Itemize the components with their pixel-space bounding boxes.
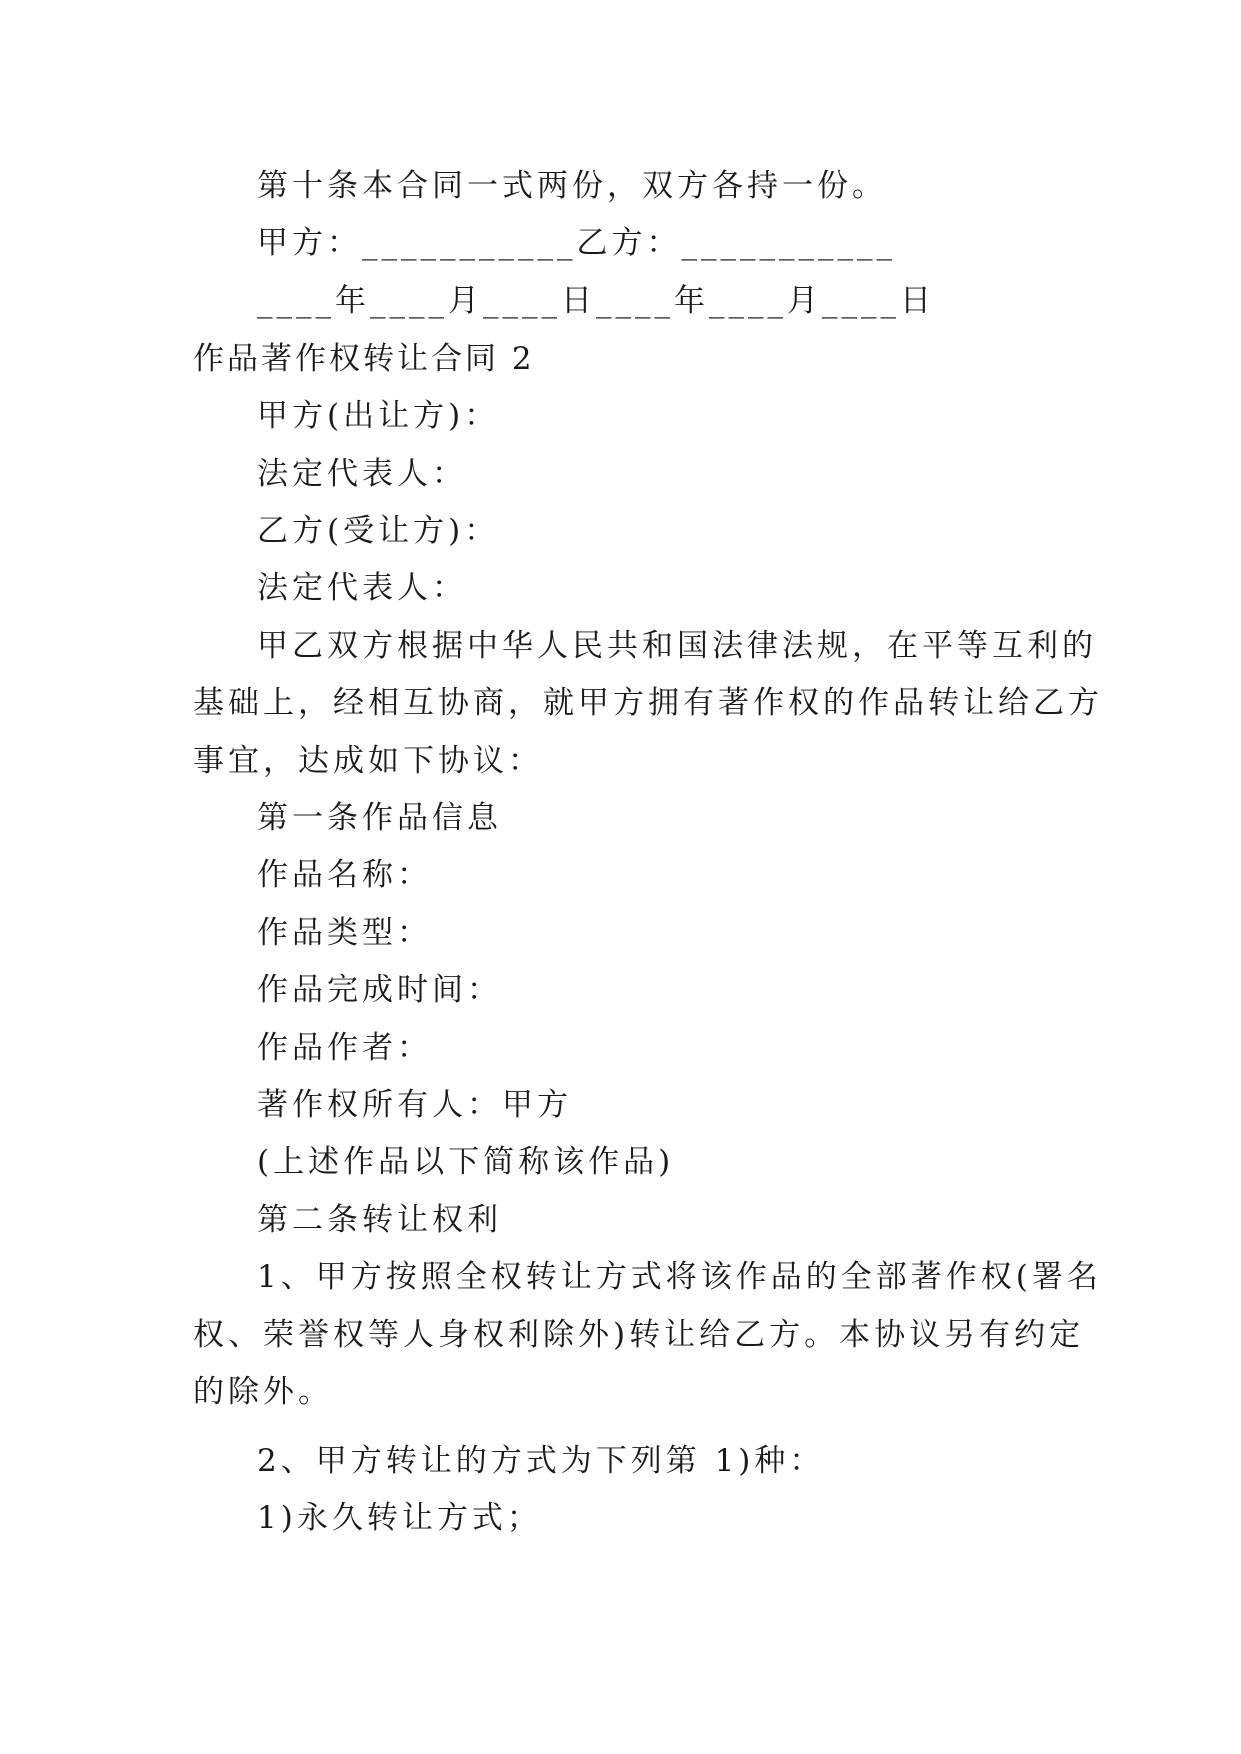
article-two-item-2: 2、甲方转让的方式为下列第 1)种： xyxy=(257,1443,825,1479)
transfer-method-option-1: 1)永久转让方式； xyxy=(257,1500,542,1536)
party-b-representative: 法定代表人： xyxy=(257,570,467,606)
signature-line-parties: 甲方：___________乙方：___________ xyxy=(257,225,896,261)
party-a-label: 甲方(出让方)： xyxy=(257,398,500,434)
party-a-representative: 法定代表人： xyxy=(257,456,467,492)
preamble-line-2: 基础上，经相互协商，就甲方拥有著作权的作品转让给乙方 xyxy=(193,685,1103,721)
article-one-heading: 第一条作品信息 xyxy=(257,800,502,836)
article-two-heading: 第二条转让权利 xyxy=(257,1202,502,1238)
article-two-item-1-line-3: 的除外。 xyxy=(193,1374,333,1410)
copyright-owner-field: 著作权所有人：甲方 xyxy=(257,1087,572,1123)
work-name-field: 作品名称： xyxy=(257,857,432,893)
work-completion-time-field: 作品完成时间： xyxy=(257,972,502,1008)
signature-line-dates: ____年____月____日____年____月____日 xyxy=(257,283,935,319)
article-two-item-1-line-1: 1、甲方按照全权转让方式将该作品的全部著作权(署名 xyxy=(257,1259,1102,1295)
work-author-field: 作品作者： xyxy=(257,1030,432,1066)
work-type-field: 作品类型： xyxy=(257,915,432,951)
work-abbreviation-note: (上述作品以下简称该作品) xyxy=(257,1144,675,1180)
preamble-line-1: 甲乙双方根据中华人民共和国法律法规，在平等互利的 xyxy=(257,628,1097,664)
clause-ten-text: 第十条本合同一式两份，双方各持一份。 xyxy=(257,168,887,204)
article-two-item-1-line-2: 权、荣誉权等人身权利除外)转让给乙方。本协议另有约定 xyxy=(193,1317,1085,1353)
party-b-label: 乙方(受让方)： xyxy=(257,513,500,549)
preamble-line-3: 事宜，达成如下协议： xyxy=(193,743,543,779)
contract-title: 作品著作权转让合同 2 xyxy=(193,341,535,377)
